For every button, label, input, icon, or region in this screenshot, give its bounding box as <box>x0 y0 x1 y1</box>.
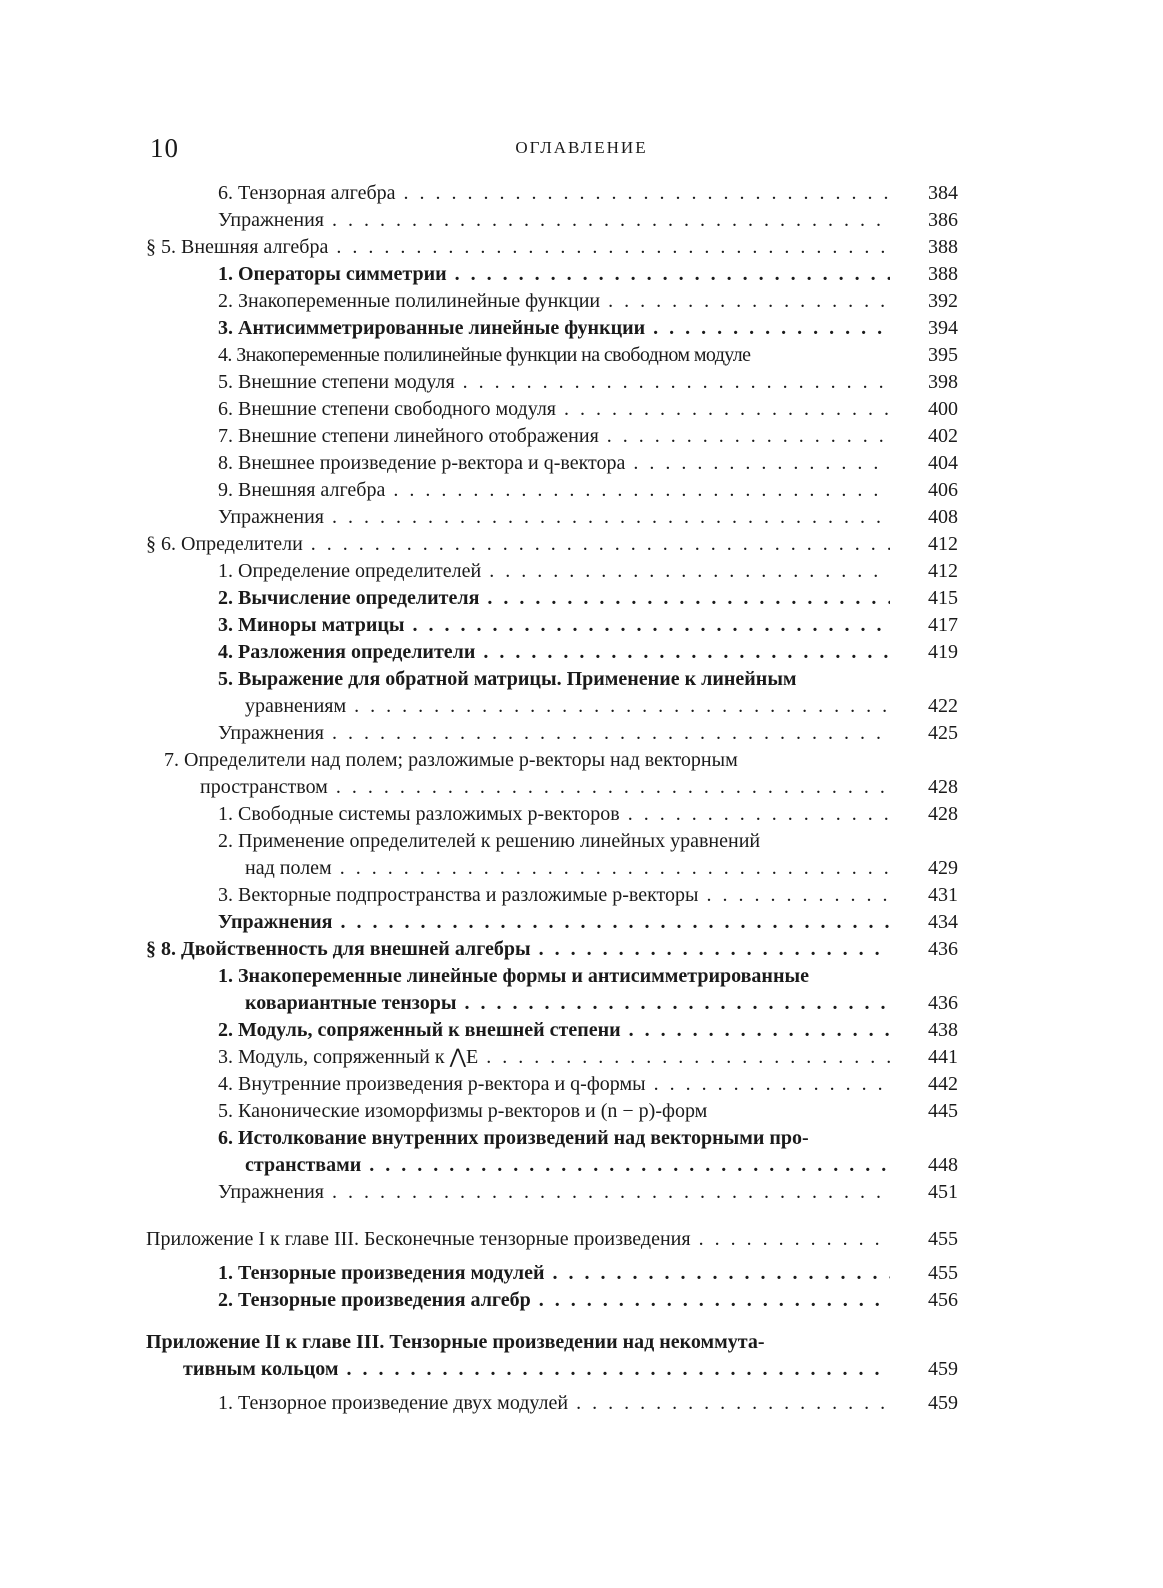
toc-page: 422 <box>928 695 958 717</box>
toc-page: 441 <box>928 1046 958 1068</box>
toc-entry: 6. Истолкование внутренних произведений над векторными про- <box>218 1127 809 1149</box>
toc-entry: § 6. Определители . . . <box>146 531 890 558</box>
toc-page: 428 <box>928 803 958 825</box>
toc-page: 459 <box>928 1358 958 1380</box>
toc-page: 456 <box>928 1289 958 1311</box>
toc-page: 388 <box>928 263 958 285</box>
toc-entry: 5. Выражение для обратной матрицы. Применение к линейным <box>218 668 797 690</box>
toc-entry: 6. Внешние степени свободного модуля . . . <box>218 396 890 423</box>
toc-page: 404 <box>928 452 958 474</box>
toc-entry: Упражнения . . . <box>218 720 890 747</box>
toc-entry: 4. Разложения определители . . . <box>218 639 890 666</box>
toc-entry: 7. Определители над полем; разложимые p-векторы над векторным <box>164 749 738 771</box>
toc-entry: § 8. Двойственность для внешней алгебры . . . <box>146 936 890 963</box>
toc-entry: 1. Тензорные произведения модулей . . . <box>218 1260 890 1287</box>
toc-entry: 5. Канонические изоморфизмы p-векторов и (n − p)-форм <box>218 1100 708 1122</box>
toc-page: 417 <box>928 614 958 636</box>
toc-page: 412 <box>928 560 958 582</box>
toc-entry-continuation: тивным кольцом . . . <box>183 1356 890 1383</box>
toc-page: 400 <box>928 398 958 420</box>
toc-page: 431 <box>928 884 958 906</box>
toc-entry: Упражнения . . . <box>218 1179 890 1206</box>
toc-entry-continuation: пространством . . . <box>200 774 890 801</box>
toc-entry: 3. Миноры матрицы . . . <box>218 612 890 639</box>
toc-appendix-entry: Приложение II к главе III. Тензорные произведении над некоммута- <box>146 1331 765 1353</box>
toc-entry-continuation: ковариантные тензоры . . . <box>245 990 890 1017</box>
toc-page: 428 <box>928 776 958 798</box>
toc-entry: 2. Модуль, сопряженный к внешней степени . . . <box>218 1017 890 1044</box>
toc-entry: 2. Знакопеременные полилинейные функции . . . <box>218 288 890 315</box>
toc-page: 455 <box>928 1228 958 1250</box>
toc-page: 415 <box>928 587 958 609</box>
toc-entry: 7. Внешние степени линейного отображения . . . <box>218 423 890 450</box>
toc-page: 434 <box>928 911 958 933</box>
toc-page: 459 <box>928 1392 958 1414</box>
toc-entry: 1. Тензорное произведение двух модулей . . . <box>218 1390 890 1417</box>
toc-page: 436 <box>928 992 958 1014</box>
toc-page: 445 <box>928 1100 958 1122</box>
toc-entry: Упражнения . . . <box>218 207 890 234</box>
toc-entry: 4. Знакопеременные полилинейные функции на свободном модуле <box>218 344 751 366</box>
toc-page: 398 <box>928 371 958 393</box>
toc-page: 442 <box>928 1073 958 1095</box>
toc-entry: 4. Внутренние произведения p-вектора и q-формы . . . <box>218 1071 890 1098</box>
toc-page: 412 <box>928 533 958 555</box>
toc-entry: 3. Модуль, сопряженный к ⋀E . . . <box>218 1044 890 1071</box>
toc-entry-continuation: уравнениям . . . <box>245 693 890 720</box>
toc-page: 455 <box>928 1262 958 1284</box>
toc-page: 386 <box>928 209 958 231</box>
toc-entry: 1. Определение определителей . . . <box>218 558 890 585</box>
toc-page: 419 <box>928 641 958 663</box>
toc-entry: § 5. Внешняя алгебра . . . <box>146 234 890 261</box>
toc-entry: 5. Внешние степени модуля . . . <box>218 369 890 396</box>
toc-entry: Упражнения . . . <box>218 909 890 936</box>
toc-page: 406 <box>928 479 958 501</box>
toc-entry-continuation: над полем . . . <box>245 855 890 882</box>
toc-page: 429 <box>928 857 958 879</box>
toc-entry: 1. Знакопеременные линейные формы и антисимметрированные <box>218 965 809 987</box>
toc-page: 402 <box>928 425 958 447</box>
toc-entry: 1. Операторы симметрии . . . <box>218 261 890 288</box>
toc-entry: 2. Вычисление определителя . . . <box>218 585 890 612</box>
toc-page: 384 <box>928 182 958 204</box>
toc-entry: 2. Применение определителей к решению линейных уравнений <box>218 830 761 852</box>
toc-entry: 8. Внешнее произведение p-вектора и q-вектора . . . <box>218 450 890 477</box>
toc-page: 408 <box>928 506 958 528</box>
toc-page: 425 <box>928 722 958 744</box>
toc-page: 388 <box>928 236 958 258</box>
toc-entry: 3. Векторные подпространства и разложимые p-векторы . . . <box>218 882 890 909</box>
toc-page: 436 <box>928 938 958 960</box>
toc-page: 392 <box>928 290 958 312</box>
toc-entry-continuation: странствами . . . <box>245 1152 890 1179</box>
toc-entry: 6. Тензорная алгебра . . . <box>218 180 890 207</box>
toc-appendix-entry: Приложение I к главе III. Бесконечные тензорные произведения . . . <box>146 1226 890 1253</box>
toc-entry: Упражнения . . . <box>218 504 890 531</box>
toc-entry: 9. Внешняя алгебра . . . <box>218 477 890 504</box>
toc-page: 451 <box>928 1181 958 1203</box>
toc-entry: 3. Антисимметрированные линейные функции . . . <box>218 315 890 342</box>
toc-entry: 2. Тензорные произведения алгебр . . . <box>218 1287 890 1314</box>
page-number: 10 <box>150 133 179 163</box>
toc-page: 438 <box>928 1019 958 1041</box>
toc-page: 395 <box>928 344 958 366</box>
running-header: ОГЛАВЛЕНИЕ <box>515 138 648 157</box>
toc-page: 394 <box>928 317 958 339</box>
toc-page: 448 <box>928 1154 958 1176</box>
toc-entry: 1. Свободные системы разложимых p-векторов . . . <box>218 801 890 828</box>
